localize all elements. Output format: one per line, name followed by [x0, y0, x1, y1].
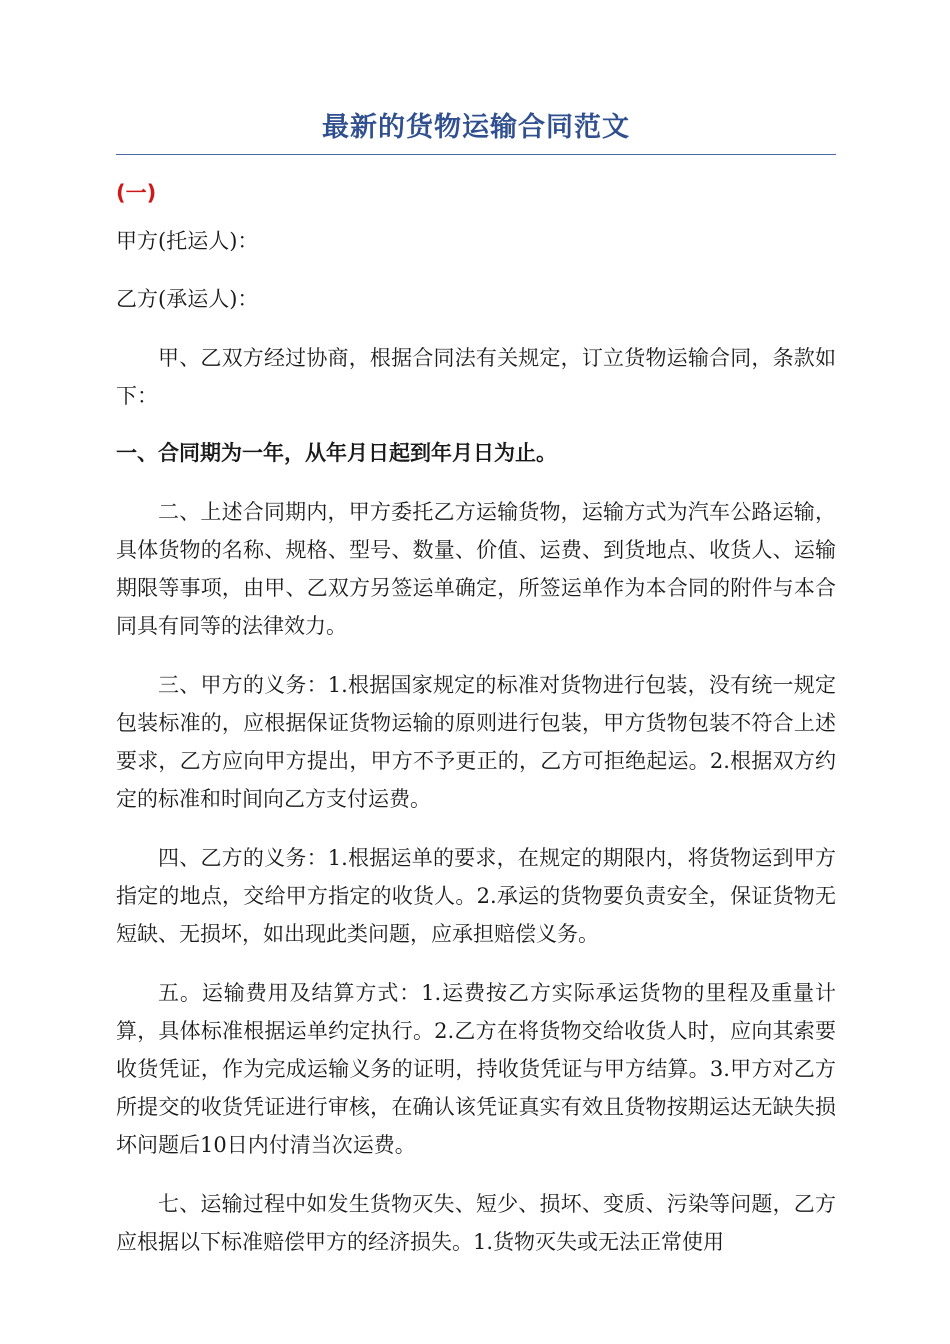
clause-3-paragraph: 三、甲方的义务：1.根据国家规定的标准对货物进行包装，没有统一规定包装标准的，应根据保证货物运输的原则进行包装，甲方货物包装不符合上述要求，乙方应向甲方提出，甲方不予更正的，乙方可拒绝起运。2.根据双方约定的标准和时间向乙方支付运费。 — [116, 673, 836, 811]
clause-7-paragraph: 七、运输过程中如发生货物灭失、短少、损坏、变质、污染等问题，乙方应根据以下标准赔偿甲方的经济损失。1.货物灭失或无法正常使用 — [116, 1192, 836, 1254]
clause-4-paragraph: 四、乙方的义务：1.根据运单的要求，在规定的期限内，将货物运到甲方指定的地点，交给甲方指定的收货人。2.承运的货物要负责安全，保证货物无短缺、无损坏，如出现此类问题，应承担赔偿义务。 — [116, 846, 836, 946]
section-marker: (一) — [116, 181, 157, 205]
document-page — [116, 108, 836, 1282]
clause-5-paragraph: 五。运输费用及结算方式：1.运费按乙方实际承运货物的里程及重量计算，具体标准根据运单约定执行。2.乙方在将货物交给收货人时，应向其索要收货凭证，作为完成运输义务的证明，持收货凭证与甲方结算。3.甲方对乙方所提交的收货凭证进行审核，在确认该凭证真实有效且货物按期运达无缺失损坏问题后10日内付清当次运费。 — [116, 981, 836, 1157]
document-title: 最新的货物运输合同范文 — [116, 108, 836, 155]
clause-2-paragraph: 二、上述合同期内，甲方委托乙方运输货物，运输方式为汽车公路运输，具体货物的名称、规格、型号、数量、价值、运费、到货地点、收货人、运输期限等事项，由甲、乙双方另签运单确定，所签运单作为本合同的附件与本合同具有同等的法律效力。 — [116, 500, 836, 638]
intro-paragraph: 甲、乙双方经过协商，根据合同法有关规定，订立货物运输合同，条款如下： — [116, 346, 836, 408]
party-a-line: 甲方(托运人)： — [116, 229, 259, 253]
party-b-line: 乙方(承运人)： — [116, 287, 259, 311]
clause-1-heading: 一、合同期为一年，从年月日起到年月日为止。 — [116, 441, 557, 465]
